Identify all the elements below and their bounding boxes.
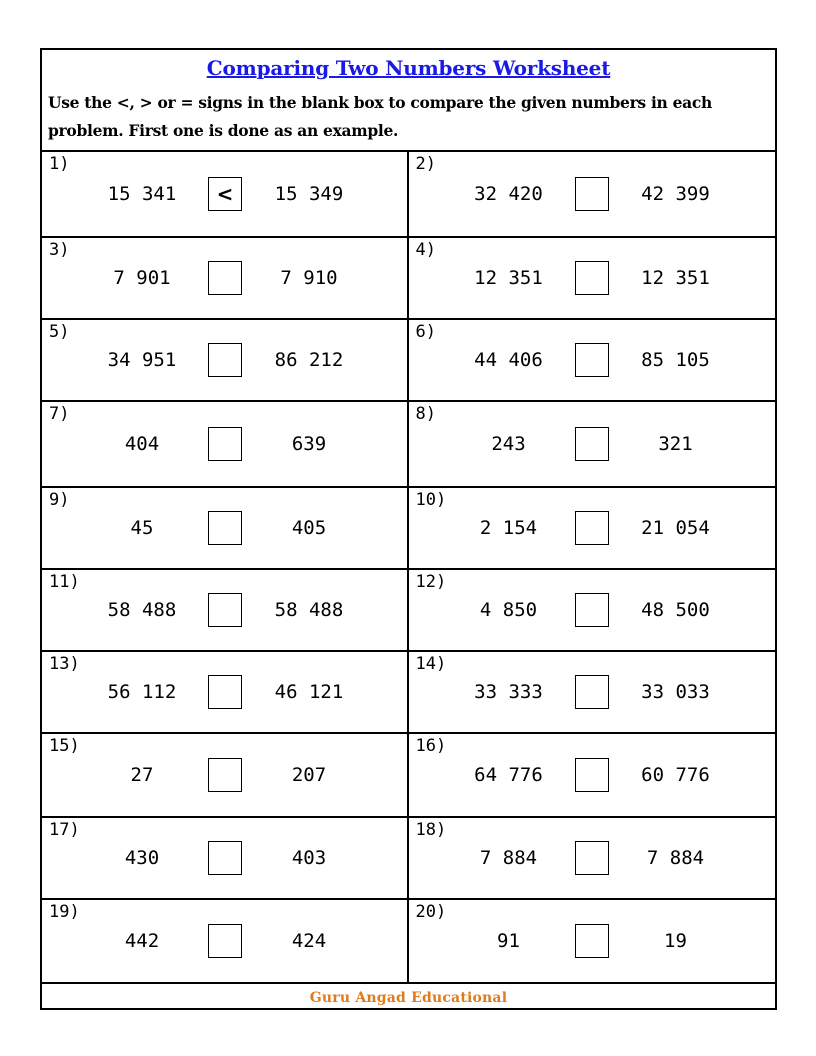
answer-box[interactable] — [575, 343, 609, 377]
problem-cell — [42, 900, 409, 982]
problem-number: 12) — [415, 572, 447, 592]
problem-cell — [42, 152, 409, 236]
answer-box[interactable] — [575, 758, 609, 792]
second-number: 405 — [291, 517, 327, 539]
first-number: 33 333 — [474, 681, 543, 703]
answer-box[interactable] — [575, 177, 609, 211]
problem-number: 13) — [49, 654, 80, 674]
problem-cell — [42, 488, 409, 568]
answer-box[interactable] — [575, 841, 609, 875]
answer-box[interactable] — [575, 593, 609, 627]
first-number: 58 488 — [107, 599, 177, 621]
problem-cell — [409, 818, 776, 898]
second-number: 7 910 — [280, 267, 338, 289]
problem-cell — [409, 652, 776, 732]
problem-number: 11) — [49, 572, 80, 592]
answer-box[interactable] — [208, 675, 242, 709]
footer-row — [42, 984, 775, 1012]
problem-cell — [409, 900, 776, 982]
problem-cell — [42, 734, 409, 816]
first-number: 45 — [130, 517, 154, 539]
problem-number: 1) — [49, 154, 70, 174]
problem-cell — [42, 320, 409, 400]
problem-number: 2) — [415, 154, 436, 174]
answer-box[interactable] — [575, 261, 609, 295]
first-number: 56 112 — [107, 681, 177, 703]
first-number: 91 — [497, 930, 520, 952]
second-number: 86 212 — [274, 349, 344, 371]
answer-box[interactable] — [208, 427, 242, 461]
first-number: 7 884 — [479, 847, 538, 869]
problem-row — [42, 238, 775, 320]
second-number: 207 — [291, 764, 327, 786]
second-number: 85 105 — [641, 349, 710, 371]
answer-box[interactable] — [208, 343, 242, 377]
problem-cell — [42, 652, 409, 732]
problem-cell — [409, 570, 776, 650]
second-number: 33 033 — [641, 681, 710, 703]
answer-box[interactable] — [208, 511, 242, 545]
first-number: 442 — [124, 930, 160, 952]
worksheet-title: Comparing Two Numbers Worksheet — [206, 56, 611, 80]
problem-row — [42, 900, 775, 984]
problem-cell — [409, 320, 776, 400]
problem-number: 10) — [415, 490, 447, 510]
second-number: 7 884 — [646, 847, 705, 869]
problem-number: 17) — [49, 820, 80, 840]
answer-box[interactable] — [208, 261, 242, 295]
first-number: 12 351 — [474, 267, 543, 289]
answer-box[interactable] — [575, 675, 609, 709]
second-number: 424 — [291, 930, 327, 952]
second-number: 639 — [291, 433, 327, 455]
problem-row — [42, 818, 775, 900]
second-number: 46 121 — [274, 681, 344, 703]
problem-cell — [409, 488, 776, 568]
answer-box[interactable] — [208, 924, 242, 958]
first-number: 243 — [491, 433, 526, 455]
problem-number: 9) — [49, 490, 70, 510]
second-number: 21 054 — [641, 517, 710, 539]
problem-number: 4) — [415, 240, 436, 260]
problem-cell — [42, 402, 409, 486]
problem-row — [42, 402, 775, 488]
first-number: 2 154 — [479, 517, 538, 539]
answer-box[interactable] — [208, 593, 242, 627]
problem-row — [42, 570, 775, 652]
second-number: 58 488 — [274, 599, 344, 621]
title-row — [42, 50, 775, 86]
answer-box[interactable] — [575, 427, 609, 461]
second-number: 48 500 — [641, 599, 710, 621]
first-number: 4 850 — [479, 599, 538, 621]
problem-number: 6) — [415, 322, 436, 342]
problem-number: 3) — [49, 240, 70, 260]
second-number: 19 — [664, 930, 687, 952]
problem-cell — [409, 402, 776, 486]
second-number: 403 — [291, 847, 327, 869]
second-number: 60 776 — [641, 764, 710, 786]
problem-row — [42, 320, 775, 402]
problem-number: 16) — [415, 736, 447, 756]
problem-row — [42, 652, 775, 734]
problem-cell — [409, 238, 776, 318]
problem-cell — [409, 734, 776, 816]
problem-number: 5) — [49, 322, 70, 342]
problem-number: 19) — [49, 902, 80, 922]
second-number: 12 351 — [641, 267, 710, 289]
problem-cell — [409, 152, 776, 236]
instructions: Use the <, > or = signs in the blank box to compare the given numbers in each problem. First one is done as an example. — [48, 93, 713, 140]
answer-box[interactable] — [208, 841, 242, 875]
problem-grid — [42, 150, 775, 984]
answer-box[interactable]: < — [208, 177, 242, 211]
problem-cell — [42, 238, 409, 318]
answer-box[interactable] — [575, 511, 609, 545]
second-number: 321 — [658, 433, 693, 455]
problem-row — [42, 734, 775, 818]
problem-number: 7) — [49, 404, 70, 424]
problem-number: 15) — [49, 736, 80, 756]
answer-box[interactable] — [208, 758, 242, 792]
first-number: 430 — [124, 847, 160, 869]
first-number: 7 901 — [113, 267, 171, 289]
first-number: 15 341 — [107, 183, 177, 205]
problem-cell — [42, 570, 409, 650]
problem-row — [42, 488, 775, 570]
first-number: 44 406 — [474, 349, 543, 371]
first-number: 64 776 — [474, 764, 543, 786]
problem-number: 14) — [415, 654, 447, 674]
second-number: 15 349 — [274, 183, 344, 205]
problem-cell — [42, 818, 409, 898]
answer-box[interactable] — [575, 924, 609, 958]
first-number: 32 420 — [474, 183, 543, 205]
problem-number: 20) — [415, 902, 447, 922]
first-number: 27 — [130, 764, 154, 786]
problem-row — [42, 152, 775, 238]
problem-number: 18) — [415, 820, 447, 840]
second-number: 42 399 — [641, 183, 710, 205]
first-number: 404 — [124, 433, 160, 455]
first-number: 34 951 — [107, 349, 177, 371]
footer-credit: Guru Angad Educational — [309, 990, 508, 1006]
problem-number: 8) — [415, 404, 436, 424]
worksheet — [40, 48, 777, 1010]
